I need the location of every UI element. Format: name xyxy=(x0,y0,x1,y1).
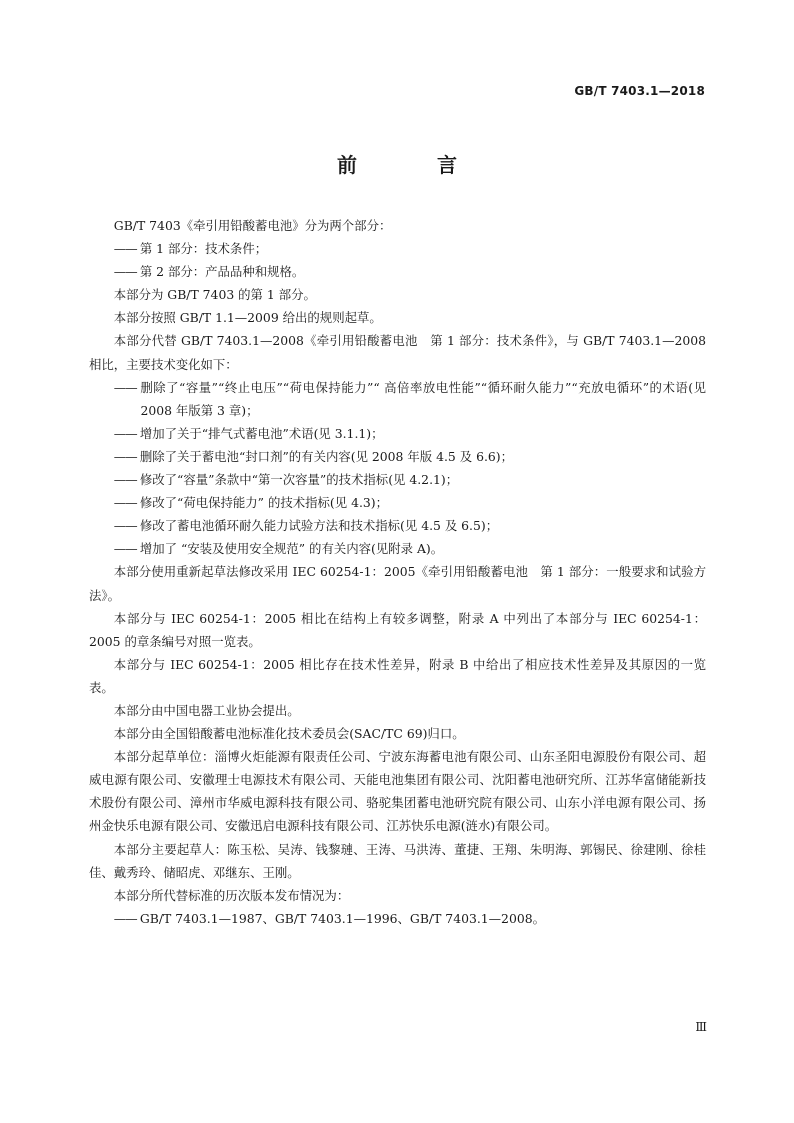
list-item-text: 修改了蓄电池循环耐久能力试验方法和技术指标(见 4.5 及 6.5)； xyxy=(139,518,499,534)
dash-marker: —— xyxy=(113,241,137,257)
paragraph: 本部分与 IEC 60254-1：2005 相比在结构上有较多调整，附录 A 中列出了本部分与 IEC 60254-1：2005 的章条编号对照一览表。 xyxy=(89,610,706,649)
dash-marker: —— xyxy=(113,541,137,557)
list-item xyxy=(89,537,706,560)
foreword-body xyxy=(89,214,706,930)
list-item-text: 第 2 部分：产品品种和规格。 xyxy=(139,264,305,280)
paragraph: GB/T 7403《牵引用铅酸蓄电池》分为两个部分： xyxy=(113,218,392,233)
list-item xyxy=(89,422,706,445)
list-item xyxy=(89,376,706,422)
paragraph: 本部分与 IEC 60254-1：2005 相比存在技术性差异，附录 B 中给出了相应技术性差异及其原因的一览表。 xyxy=(89,656,706,695)
dash-marker: —— xyxy=(113,448,137,464)
paragraph: 本部分按照 GB/T 1.1—2009 给出的规则起草。 xyxy=(113,310,382,326)
dash-marker: —— xyxy=(113,472,137,488)
paragraph: 本部分由中国电器工业协会提出。 xyxy=(113,702,300,718)
paragraph: 本部分所代替标准的历次版本发布情况为： xyxy=(113,887,350,903)
dash-marker: —— xyxy=(113,425,137,441)
page-number: Ⅲ xyxy=(695,1020,707,1034)
paragraph: 本部分为 GB/T 7403 的第 1 部分。 xyxy=(113,287,316,303)
list-item xyxy=(89,260,706,283)
dash-marker: —— xyxy=(113,379,137,395)
list-item xyxy=(89,907,706,930)
list-item-text: 删除了“容量”“终止电压”“荷电保持能力”“ 高倍率放电性能”“循环耐久能力”“充放电循环”的术语(见 2008 年版第 3 章)； xyxy=(139,379,706,418)
list-item-text: 增加了 “安装及使用安全规范” 的有关内容(见附录 A)。 xyxy=(139,541,444,557)
list-item xyxy=(89,445,706,468)
paragraph: 本部分起草单位：淄博火炬能源有限责任公司、宁波东海蓄电池有限公司、山东圣阳电源股份有限公司、超威电源有限公司、安徽理士电源技术有限公司、天能电池集团有限公司、沈阳蓄电池研究所、江苏华富储能新技术股份有限公司、漳州市华威电源科技有限公司、骆驼集团蓄电池研究院有限公司、山东小洋电源有限公司、扬州金快乐电源有限公司、安徽迅启电源科技有限公司、江苏快乐电源(涟水)有限公司。 xyxy=(89,749,706,834)
standard-number: GB/T 7403.1—2018 xyxy=(574,84,705,98)
list-item-text: 删除了关于蓄电池“封口剂”的有关内容(见 2008 年版 4.5 及 6.6)； xyxy=(139,448,514,464)
list-item xyxy=(89,491,706,514)
dash-marker: —— xyxy=(113,264,137,280)
list-item-text: 修改了“容量”条款中“第一次容量”的技术指标(见 4.2.1)； xyxy=(139,472,459,488)
list-item xyxy=(89,468,706,491)
list-item xyxy=(89,237,706,260)
dash-marker: —— xyxy=(113,910,137,926)
paragraph: 本部分代替 GB/T 7403.1—2008《牵引用铅酸蓄电池 第 1 部分：技术条件》，与 GB/T 7403.1—2008 相比，主要技术变化如下： xyxy=(89,333,706,372)
list-item-text: GB/T 7403.1—1987、GB/T 7403.1—1996、GB/T 7403.1—2008。 xyxy=(139,910,545,926)
list-item-text: 第 1 部分：技术条件； xyxy=(139,241,268,257)
dash-marker: —— xyxy=(113,495,137,511)
list-item-text: 增加了关于“排气式蓄电池”术语(见 3.1.1)； xyxy=(139,425,384,441)
paragraph: 本部分由全国铅酸蓄电池标准化技术委员会(SAC/TC 69)归口。 xyxy=(113,726,465,742)
paragraph: 本部分主要起草人：陈玉松、吴涛、钱黎璉、王涛、马洪涛、董捷、王翔、朱明海、郭锡民、徐建刚、徐桂佳、戴秀玲、储昭虎、邓继东、王刚。 xyxy=(89,841,706,880)
dash-marker: —— xyxy=(113,518,137,534)
page-title: 前 言 xyxy=(337,153,487,177)
list-item xyxy=(89,514,706,537)
list-item-text: 修改了“荷电保持能力” 的技术指标(见 4.3)； xyxy=(139,495,388,511)
paragraph: 本部分使用重新起草法修改采用 IEC 60254-1：2005《牵引用铅酸蓄电池 第 1 部分：一般要求和试验方法》。 xyxy=(89,564,706,603)
